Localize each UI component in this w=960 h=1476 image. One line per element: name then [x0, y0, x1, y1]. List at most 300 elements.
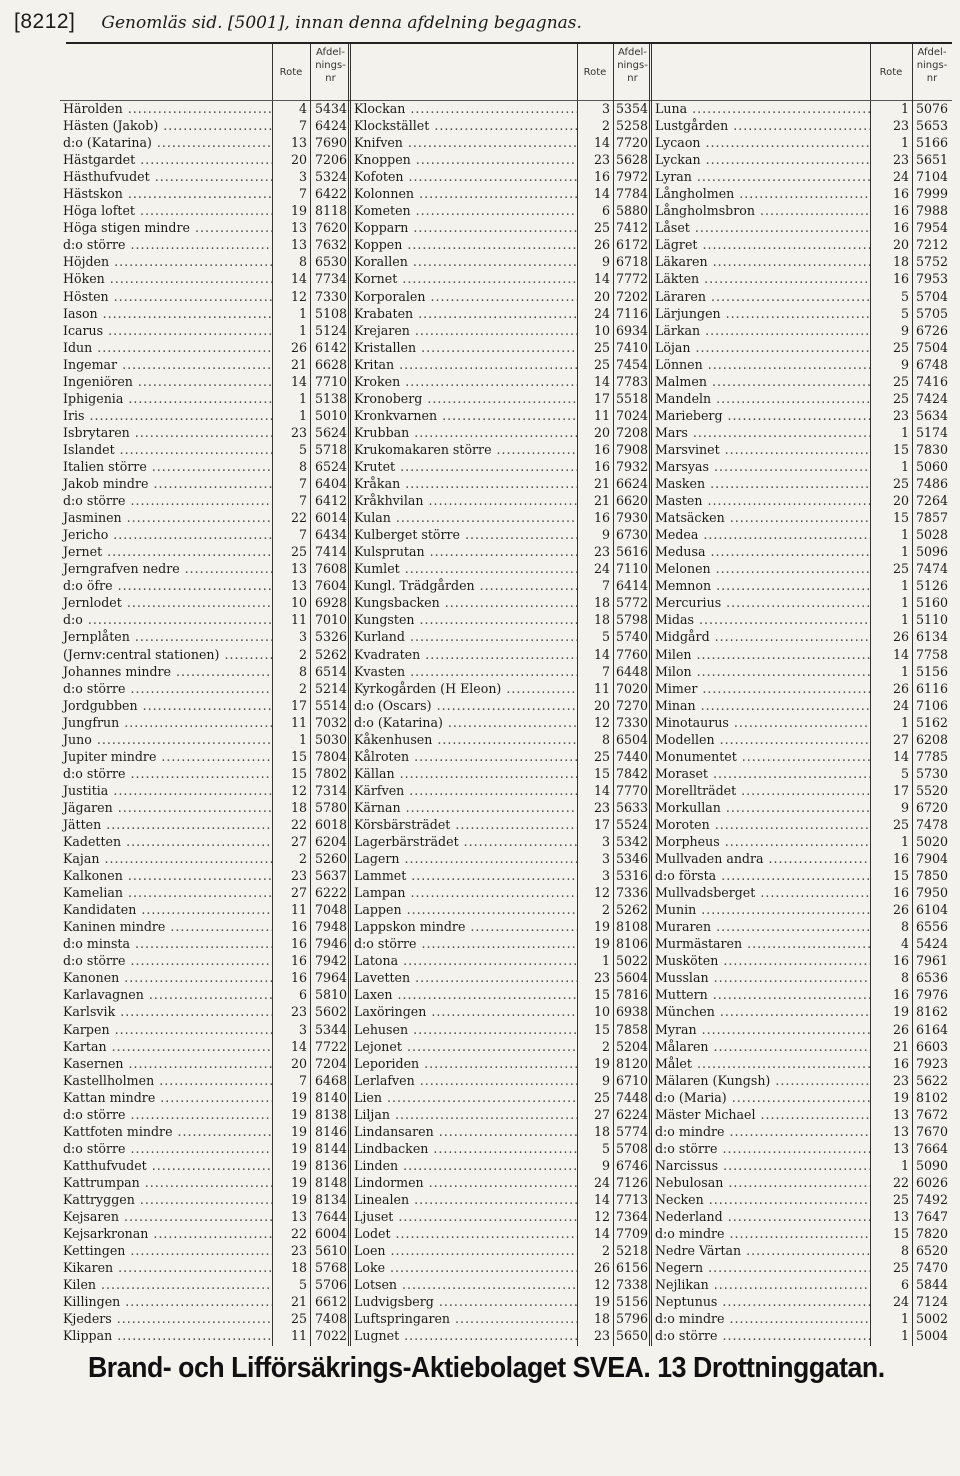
entry-afdelning: 8144 — [314, 1140, 347, 1156]
entry-rote: 6 — [900, 1277, 909, 1293]
entry-rote: 25 — [290, 1311, 307, 1327]
register-rows — [652, 100, 952, 1344]
entry-afdelning: 5162 — [915, 714, 948, 730]
entry-rote: 24 — [593, 561, 610, 577]
entry-rote: 18 — [593, 595, 610, 611]
entry-rote: 16 — [892, 851, 909, 867]
entry-rote: 23 — [892, 1072, 909, 1088]
entry-name: Lagern ..... — [351, 850, 577, 867]
entry-name: Jernlodet ..... — [60, 594, 272, 611]
entry-afdelning: 7454 — [615, 356, 648, 372]
entry-name: Kejsaren ..... — [60, 1208, 272, 1225]
entry-name: Krutet ..... — [351, 458, 577, 475]
register-row — [652, 1089, 952, 1106]
register-row — [60, 986, 351, 1003]
entry-name: d:o (Katarina) ..... — [60, 134, 272, 151]
entry-name: Marsyas ..... — [652, 458, 870, 475]
entry-name: Modellen ..... — [652, 731, 870, 748]
register-row — [652, 492, 952, 509]
entry-afdelning: 7932 — [615, 458, 648, 474]
register-row — [652, 884, 952, 901]
entry-name: Krabaten ..... — [351, 305, 577, 322]
register-row — [351, 134, 652, 151]
entry-name: Kattfoten mindre ..... — [60, 1123, 272, 1140]
entry-rote: 1 — [601, 953, 610, 969]
entry-afdelning: 6104 — [915, 902, 948, 918]
entry-rote: 1 — [298, 731, 307, 747]
entry-afdelning: 6412 — [314, 493, 347, 509]
entry-afdelning: 7734 — [314, 271, 347, 287]
entry-rote: 8 — [298, 254, 307, 270]
entry-afdelning: 5138 — [314, 390, 347, 406]
register-row — [351, 1242, 652, 1259]
entry-rote: 16 — [892, 186, 909, 202]
entry-name: Långholmen ..... — [652, 185, 870, 202]
entry-name: Jordgubben ..... — [60, 697, 272, 714]
entry-name: Musköten ..... — [652, 952, 870, 969]
entry-name: Kanonen ..... — [60, 969, 272, 986]
entry-name: Kålroten ..... — [351, 748, 577, 765]
entry-rote: 19 — [290, 1157, 307, 1173]
entry-rote: 16 — [290, 970, 307, 986]
entry-afdelning: 5622 — [915, 1072, 948, 1088]
entry-afdelning: 7972 — [615, 169, 648, 185]
register-row — [652, 560, 952, 577]
entry-rote: 23 — [593, 1328, 610, 1344]
register-row — [60, 1208, 351, 1225]
register-row — [60, 1293, 351, 1310]
afdelning-header: Afdel- nings- nr — [916, 47, 948, 84]
entry-name: Kulsprutan ..... — [351, 543, 577, 560]
page-number: [8212] — [14, 10, 76, 33]
register-row — [652, 1242, 952, 1259]
register-row — [652, 236, 952, 253]
entry-rote: 1 — [900, 1328, 909, 1344]
register-row — [351, 1208, 652, 1225]
register-row — [351, 901, 652, 918]
register-row — [351, 1191, 652, 1208]
entry-rote: 19 — [290, 1089, 307, 1105]
entry-name: Krejaren ..... — [351, 322, 577, 339]
entry-rote: 7 — [601, 578, 610, 594]
entry-name: Lotsen ..... — [351, 1276, 577, 1293]
register-row — [351, 185, 652, 202]
entry-afdelning: 7336 — [615, 885, 648, 901]
register-column-2 — [351, 44, 652, 1346]
entry-rote: 14 — [290, 271, 307, 287]
entry-afdelning: 7448 — [615, 1089, 648, 1105]
entry-rote: 1 — [900, 578, 909, 594]
register-row — [351, 339, 652, 356]
register-row — [60, 680, 351, 697]
entry-name: Höga stigen mindre ..... — [60, 219, 272, 236]
register-row — [351, 663, 652, 680]
entry-rote: 20 — [290, 1055, 307, 1071]
entry-afdelning: 5434 — [314, 101, 347, 116]
entry-afdelning: 6536 — [915, 970, 948, 986]
entry-afdelning: 5262 — [314, 646, 347, 662]
entry-afdelning: 8162 — [915, 1004, 948, 1020]
entry-afdelning: 6624 — [615, 476, 648, 492]
register-row — [652, 168, 952, 185]
entry-afdelning: 5772 — [615, 595, 648, 611]
register-row — [351, 1140, 652, 1157]
entry-name: Lavetten ..... — [351, 969, 577, 986]
register-row — [60, 748, 351, 765]
entry-afdelning: 7020 — [615, 680, 648, 696]
entry-rote: 13 — [290, 135, 307, 151]
entry-rote: 16 — [892, 220, 909, 236]
entry-name: Lärjungen ..... — [652, 305, 870, 322]
entry-rote: 20 — [892, 493, 909, 509]
entry-afdelning: 5704 — [915, 288, 948, 304]
entry-afdelning: 6142 — [314, 339, 347, 355]
entry-afdelning: 7647 — [915, 1209, 948, 1225]
entry-rote: 24 — [593, 1174, 610, 1190]
entry-afdelning: 7314 — [314, 782, 347, 798]
entry-name: Härolden ..... — [60, 100, 272, 117]
entry-afdelning: 5624 — [314, 424, 347, 440]
entry-rote: 11 — [290, 612, 307, 628]
register-row — [652, 1174, 952, 1191]
entry-name: Jerngrafven nedre ..... — [60, 560, 272, 577]
entry-name: Läraren ..... — [652, 288, 870, 305]
register-row — [351, 782, 652, 799]
entry-name: Linden ..... — [351, 1157, 577, 1174]
entry-rote: 2 — [298, 851, 307, 867]
entry-afdelning: 5020 — [915, 834, 948, 850]
entry-rote: 27 — [593, 1106, 610, 1122]
entry-name: Krubban ..... — [351, 424, 577, 441]
entry-name: Minan ..... — [652, 697, 870, 714]
entry-rote: 3 — [601, 851, 610, 867]
entry-name: Kråkan ..... — [351, 475, 577, 492]
entry-rote: 19 — [892, 1004, 909, 1020]
entry-afdelning: 5204 — [615, 1038, 648, 1054]
register-row — [652, 356, 952, 373]
entry-afdelning: 7770 — [615, 782, 648, 798]
register-row — [652, 1055, 952, 1072]
entry-rote: 19 — [593, 936, 610, 952]
entry-afdelning: 7478 — [915, 816, 948, 832]
entry-name: Kilen ..... — [60, 1276, 272, 1293]
entry-name: d:o större ..... — [652, 1327, 870, 1344]
entry-rote: 15 — [290, 748, 307, 764]
entry-afdelning: 7410 — [615, 339, 648, 355]
register-row — [351, 373, 652, 390]
register-row — [652, 628, 952, 645]
entry-rote: 24 — [892, 697, 909, 713]
register-row — [351, 219, 652, 236]
entry-afdelning: 7408 — [314, 1311, 347, 1327]
register-row — [351, 458, 652, 475]
entry-name: d:o större ..... — [60, 765, 272, 782]
register-row — [60, 1089, 351, 1106]
entry-rote: 22 — [892, 1174, 909, 1190]
entry-afdelning: 5518 — [615, 390, 648, 406]
entry-afdelning: 8108 — [615, 919, 648, 935]
entry-rote: 25 — [593, 339, 610, 355]
entry-rote: 25 — [593, 220, 610, 236]
entry-rote: 14 — [593, 646, 610, 662]
entry-name: Memnon ..... — [652, 577, 870, 594]
entry-afdelning: 6424 — [314, 118, 347, 134]
entry-name: Laxöringen ..... — [351, 1003, 577, 1020]
entry-rote: 9 — [601, 254, 610, 270]
entry-rote: 23 — [593, 152, 610, 168]
entry-afdelning: 6004 — [314, 1226, 347, 1242]
entry-afdelning: 5166 — [915, 135, 948, 151]
entry-rote: 13 — [290, 237, 307, 253]
entry-name: d:o (Oscars) ..... — [351, 697, 577, 714]
register-row — [351, 748, 652, 765]
entry-rote: 13 — [892, 1140, 909, 1156]
entry-rote: 12 — [593, 1209, 610, 1225]
entry-rote: 18 — [593, 1311, 610, 1327]
register-row — [60, 594, 351, 611]
entry-rote: 1 — [900, 424, 909, 440]
entry-name: Ingemar ..... — [60, 356, 272, 373]
entry-name: Kofoten ..... — [351, 168, 577, 185]
advertisement-banner: Brand- och Lifförsäkrings-Aktiebolaget SVEA. 13 Drottninggatan. — [88, 1352, 885, 1384]
entry-afdelning: 5524 — [615, 816, 648, 832]
register-row — [60, 969, 351, 986]
entry-name: Icarus ..... — [60, 322, 272, 339]
register-row — [652, 526, 952, 543]
register-row — [60, 134, 351, 151]
afdelning-header: Afdel- nings- nr — [617, 47, 648, 84]
entry-name: Iphigenia ..... — [60, 390, 272, 407]
entry-afdelning: 7414 — [314, 544, 347, 560]
entry-afdelning: 6718 — [615, 254, 648, 270]
entry-afdelning: 6204 — [314, 834, 347, 850]
entry-name: Morellträdet ..... — [652, 782, 870, 799]
register-row — [652, 1157, 952, 1174]
entry-rote: 26 — [892, 902, 909, 918]
register-row — [652, 1072, 952, 1089]
entry-afdelning: 5424 — [915, 936, 948, 952]
entry-afdelning: 5004 — [915, 1328, 948, 1344]
entry-afdelning: 5214 — [314, 680, 347, 696]
entry-rote: 25 — [892, 816, 909, 832]
register-row — [652, 1225, 952, 1242]
register-row — [60, 1123, 351, 1140]
register-row — [60, 560, 351, 577]
entry-afdelning: 7710 — [314, 373, 347, 389]
entry-afdelning: 7412 — [615, 220, 648, 236]
entry-rote: 25 — [892, 476, 909, 492]
register-row — [60, 799, 351, 816]
entry-rote: 24 — [593, 305, 610, 321]
entry-afdelning: 7830 — [915, 441, 948, 457]
entry-name: Mandeln ..... — [652, 390, 870, 407]
entry-rote: 20 — [593, 697, 610, 713]
entry-name: Melonen ..... — [652, 560, 870, 577]
entry-rote: 21 — [290, 1294, 307, 1310]
register-row — [60, 1276, 351, 1293]
entry-rote: 7 — [298, 118, 307, 134]
entry-afdelning: 6468 — [314, 1072, 347, 1088]
entry-name: Kastellholmen ..... — [60, 1072, 272, 1089]
register-row — [351, 543, 652, 560]
register-row — [351, 509, 652, 526]
entry-name: Kungl. Trädgården ..... — [351, 577, 577, 594]
page-header — [14, 10, 950, 40]
entry-afdelning: 7783 — [615, 373, 648, 389]
entry-name: Mimer ..... — [652, 680, 870, 697]
entry-rote: 3 — [601, 868, 610, 884]
entry-rote: 6 — [298, 987, 307, 1003]
entry-name: Latona ..... — [351, 952, 577, 969]
entry-rote: 19 — [290, 1140, 307, 1156]
entry-name: Neptunus ..... — [652, 1293, 870, 1310]
entry-afdelning: 5126 — [915, 578, 948, 594]
register-row — [351, 270, 652, 287]
entry-rote: 1 — [900, 1311, 909, 1327]
register-row — [60, 611, 351, 628]
entry-rote: 1 — [900, 834, 909, 850]
register-row — [60, 236, 351, 253]
entry-afdelning: 7474 — [915, 561, 948, 577]
entry-afdelning: 6524 — [314, 458, 347, 474]
entry-name: Körsbärsträdet ..... — [351, 816, 577, 833]
entry-rote: 16 — [593, 441, 610, 457]
entry-rote: 18 — [290, 1260, 307, 1276]
entry-rote: 5 — [601, 629, 610, 645]
entry-name: Lejonet ..... — [351, 1038, 577, 1055]
entry-rote: 8 — [601, 731, 610, 747]
register-row — [60, 151, 351, 168]
entry-afdelning: 7758 — [915, 646, 948, 662]
entry-name: d:o större ..... — [60, 492, 272, 509]
entry-afdelning: 5774 — [615, 1123, 648, 1139]
entry-name: Marieberg ..... — [652, 407, 870, 424]
register-row — [351, 850, 652, 867]
entry-name: Kattryggen ..... — [60, 1191, 272, 1208]
entry-name: Nederland ..... — [652, 1208, 870, 1225]
entry-name: Hästgardet ..... — [60, 151, 272, 168]
register-row — [351, 288, 652, 305]
entry-name: d:o mindre ..... — [652, 1310, 870, 1327]
entry-rote: 19 — [290, 1192, 307, 1207]
entry-afdelning: 6224 — [615, 1106, 648, 1122]
entry-afdelning: 7948 — [314, 919, 347, 935]
register-row — [652, 509, 952, 526]
entry-rote: 9 — [900, 799, 909, 815]
entry-name: Killingen ..... — [60, 1293, 272, 1310]
entry-rote: 23 — [892, 152, 909, 168]
entry-rote: 13 — [892, 1106, 909, 1122]
entry-name: d:o större ..... — [351, 935, 577, 952]
entry-name: Knoppen ..... — [351, 151, 577, 168]
entry-afdelning: 6612 — [314, 1294, 347, 1310]
entry-afdelning: 5010 — [314, 407, 347, 423]
entry-name: Kronoberg ..... — [351, 390, 577, 407]
entry-afdelning: 5022 — [615, 953, 648, 969]
entry-name: Mullvaden andra ..... — [652, 850, 870, 867]
entry-name: d:o mindre ..... — [652, 1225, 870, 1242]
rote-header: Rote — [879, 67, 903, 78]
entry-name: Kritan ..... — [351, 356, 577, 373]
entry-afdelning: 7772 — [615, 271, 648, 287]
entry-name: Lustgården ..... — [652, 117, 870, 134]
entry-rote: 16 — [892, 271, 909, 287]
entry-name: Hösten ..... — [60, 288, 272, 305]
entry-rote: 19 — [892, 1089, 909, 1105]
register-row — [652, 424, 952, 441]
entry-afdelning: 7784 — [615, 186, 648, 202]
entry-name: Lindormen ..... — [351, 1174, 577, 1191]
entry-name: Nedre Värtan ..... — [652, 1242, 870, 1259]
entry-afdelning: 8138 — [314, 1106, 347, 1122]
entry-rote: 18 — [593, 612, 610, 628]
register-row — [652, 697, 952, 714]
entry-name: Isbrytaren ..... — [60, 424, 272, 441]
entry-rote: 15 — [892, 510, 909, 526]
register-row — [351, 1293, 652, 1310]
entry-afdelning: 7850 — [915, 868, 948, 884]
entry-name: Läkaren ..... — [652, 253, 870, 270]
entry-rote: 21 — [593, 493, 610, 509]
entry-rote: 12 — [593, 1277, 610, 1293]
register-row — [60, 356, 351, 373]
register-row — [351, 202, 652, 219]
entry-rote: 19 — [290, 1106, 307, 1122]
entry-afdelning: 6748 — [915, 356, 948, 372]
register-row — [60, 1021, 351, 1038]
entry-name: Lerlafven ..... — [351, 1072, 577, 1089]
entry-rote: 20 — [290, 152, 307, 168]
entry-name: Kåkenhusen ..... — [351, 731, 577, 748]
register-row — [351, 1003, 652, 1020]
entry-rote: 2 — [601, 902, 610, 918]
entry-afdelning: 8118 — [314, 203, 347, 219]
entry-name: Leporiden ..... — [351, 1055, 577, 1072]
register-row — [60, 322, 351, 339]
entry-afdelning: 5651 — [915, 152, 948, 168]
entry-afdelning: 7842 — [615, 765, 648, 781]
entry-afdelning: 7608 — [314, 561, 347, 577]
entry-rote: 16 — [593, 510, 610, 526]
entry-rote: 14 — [593, 1226, 610, 1242]
entry-rote: 25 — [290, 544, 307, 560]
entry-afdelning: 7950 — [915, 885, 948, 901]
entry-name: Jätten ..... — [60, 816, 272, 833]
entry-rote: 13 — [892, 1123, 909, 1139]
register-row — [351, 594, 652, 611]
entry-name: d:o (Maria) ..... — [652, 1089, 870, 1106]
entry-name: Justitia ..... — [60, 782, 272, 799]
register-row — [652, 748, 952, 765]
entry-name: Lärkan ..... — [652, 322, 870, 339]
entry-rote: 25 — [892, 339, 909, 355]
entry-rote: 8 — [900, 970, 909, 986]
entry-rote: 19 — [593, 1055, 610, 1071]
register-row — [351, 1072, 652, 1089]
entry-name: Kyrkogården (H Eleon) ..... — [351, 680, 577, 697]
entry-rote: 25 — [892, 1260, 909, 1276]
entry-afdelning: 6404 — [314, 476, 347, 492]
entry-name: München ..... — [652, 1003, 870, 1020]
entry-name: Karlavagnen ..... — [60, 986, 272, 1003]
entry-name: Islandet ..... — [60, 441, 272, 458]
register-columns — [60, 44, 952, 1346]
entry-rote: 17 — [593, 816, 610, 832]
entry-name: Långholmsbron ..... — [652, 202, 870, 219]
register-row — [351, 697, 652, 714]
entry-name: Marsvinet ..... — [652, 441, 870, 458]
register-row — [652, 918, 952, 935]
